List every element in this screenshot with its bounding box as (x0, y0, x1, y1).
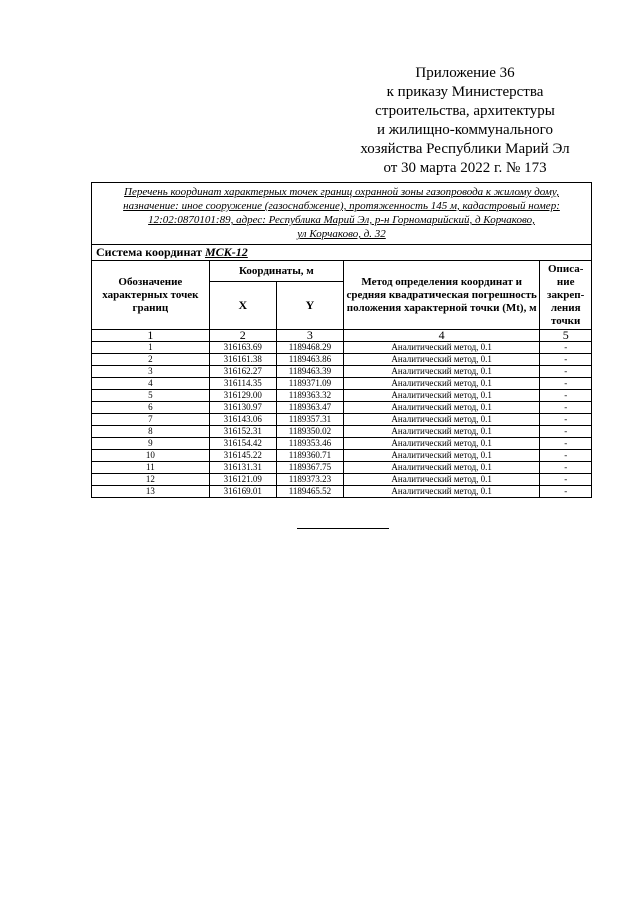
column-number: 1 (92, 330, 209, 342)
description-cell: - (540, 462, 591, 474)
header-x: X (209, 282, 276, 330)
coordinate-system-code: МСК-12 (204, 245, 248, 259)
header-description: Описа-ние закреп-ления точки (540, 261, 591, 330)
heading-line: назначение: иное сооружение (газоснабжение), протяженность 145 м, кадастровый номер: (123, 200, 560, 212)
x-cell: 316131.31 (209, 462, 276, 474)
table-row (92, 486, 591, 498)
x-cell: 316163.69 (209, 342, 276, 354)
appendix-line: от 30 марта 2022 г. № 173 (383, 160, 547, 176)
point-cell: 5 (92, 390, 209, 402)
appendix-line: к приказу Министерства (386, 84, 544, 100)
column-number: 2 (209, 330, 276, 342)
column-number: 4 (343, 330, 539, 342)
heading-line: ул Корчаково, д. 32 (297, 228, 386, 240)
coordinates-document-box (91, 182, 592, 498)
point-cell: 12 (92, 474, 209, 486)
x-cell: 316129.00 (209, 390, 276, 402)
table-row (92, 438, 591, 450)
table-row (92, 354, 591, 366)
method-cell: Аналитический метод, 0.1 (343, 342, 539, 354)
y-cell: 1189363.32 (276, 390, 343, 402)
y-cell: 1189371.09 (276, 378, 343, 390)
method-cell: Аналитический метод, 0.1 (343, 474, 539, 486)
method-cell: Аналитический метод, 0.1 (343, 438, 539, 450)
description-cell: - (540, 342, 591, 354)
coordinates-table-body (92, 342, 591, 498)
method-cell: Аналитический метод, 0.1 (343, 390, 539, 402)
method-cell: Аналитический метод, 0.1 (343, 486, 539, 498)
point-cell: 6 (92, 402, 209, 414)
method-cell: Аналитический метод, 0.1 (343, 426, 539, 438)
y-cell: 1189465.52 (276, 486, 343, 498)
y-cell: 1189468.29 (276, 342, 343, 354)
description-cell: - (540, 450, 591, 462)
y-cell: 1189360.71 (276, 450, 343, 462)
appendix-line: хозяйства Республики Марий Эл (360, 141, 570, 157)
x-cell: 316143.06 (209, 414, 276, 426)
x-cell: 316169.01 (209, 486, 276, 498)
footer-divider (297, 528, 389, 529)
point-cell: 7 (92, 414, 209, 426)
heading-line: Перечень координат характерных точек границ охранной зоны газопровода к жилому дому, (124, 186, 559, 198)
header-method: Метод определения координат и средняя квадратическая погрешность положения характерной точки (Mt), м (343, 261, 539, 330)
appendix-line: Приложение 36 (415, 65, 515, 81)
description-cell: - (540, 390, 591, 402)
method-cell: Аналитический метод, 0.1 (343, 462, 539, 474)
coordinates-table (92, 261, 591, 497)
description-cell: - (540, 426, 591, 438)
column-number: 3 (276, 330, 343, 342)
header-point: Обозначение характерных точек границ (92, 261, 209, 330)
method-cell: Аналитический метод, 0.1 (343, 414, 539, 426)
y-cell: 1189463.86 (276, 354, 343, 366)
table-row (92, 414, 591, 426)
description-cell: - (540, 366, 591, 378)
appendix-block (330, 64, 600, 178)
y-cell: 1189363.47 (276, 402, 343, 414)
method-cell: Аналитический метод, 0.1 (343, 450, 539, 462)
x-cell: 316145.22 (209, 450, 276, 462)
heading-line: 12:02:0870101:89, адрес: Республика Марий Эл, р-н Горномарийский, д Корчаково, (148, 214, 535, 226)
table-row (92, 462, 591, 474)
y-cell: 1189357.31 (276, 414, 343, 426)
point-cell: 13 (92, 486, 209, 498)
table-row (92, 378, 591, 390)
method-cell: Аналитический метод, 0.1 (343, 402, 539, 414)
table-row (92, 342, 591, 354)
method-cell: Аналитический метод, 0.1 (343, 366, 539, 378)
point-cell: 9 (92, 438, 209, 450)
description-cell: - (540, 438, 591, 450)
point-cell: 2 (92, 354, 209, 366)
description-cell: - (540, 474, 591, 486)
x-cell: 316152.31 (209, 426, 276, 438)
table-row (92, 426, 591, 438)
x-cell: 316154.42 (209, 438, 276, 450)
point-cell: 3 (92, 366, 209, 378)
header-y: Y (276, 282, 343, 330)
coordinate-system-label: Система координат (96, 245, 202, 259)
column-number: 5 (540, 330, 591, 342)
x-cell: 316162.27 (209, 366, 276, 378)
appendix-line: и жилищно-коммунального (377, 122, 553, 138)
y-cell: 1189463.39 (276, 366, 343, 378)
table-row (92, 402, 591, 414)
description-cell: - (540, 354, 591, 366)
coordinate-system-row (92, 245, 591, 261)
x-cell: 316130.97 (209, 402, 276, 414)
description-cell: - (540, 378, 591, 390)
description-cell: - (540, 402, 591, 414)
y-cell: 1189353.46 (276, 438, 343, 450)
table-row (92, 474, 591, 486)
x-cell: 316161.38 (209, 354, 276, 366)
point-cell: 1 (92, 342, 209, 354)
method-cell: Аналитический метод, 0.1 (343, 354, 539, 366)
point-cell: 11 (92, 462, 209, 474)
y-cell: 1189373.23 (276, 474, 343, 486)
y-cell: 1189350.02 (276, 426, 343, 438)
document-heading (92, 183, 591, 245)
y-cell: 1189367.75 (276, 462, 343, 474)
header-coordinates: Координаты, м (209, 261, 343, 282)
method-cell: Аналитический метод, 0.1 (343, 378, 539, 390)
appendix-line: строительства, архитектуры (375, 103, 555, 119)
x-cell: 316114.35 (209, 378, 276, 390)
point-cell: 10 (92, 450, 209, 462)
description-cell: - (540, 414, 591, 426)
point-cell: 4 (92, 378, 209, 390)
table-row (92, 366, 591, 378)
description-cell: - (540, 486, 591, 498)
x-cell: 316121.09 (209, 474, 276, 486)
table-row (92, 450, 591, 462)
table-row (92, 390, 591, 402)
point-cell: 8 (92, 426, 209, 438)
